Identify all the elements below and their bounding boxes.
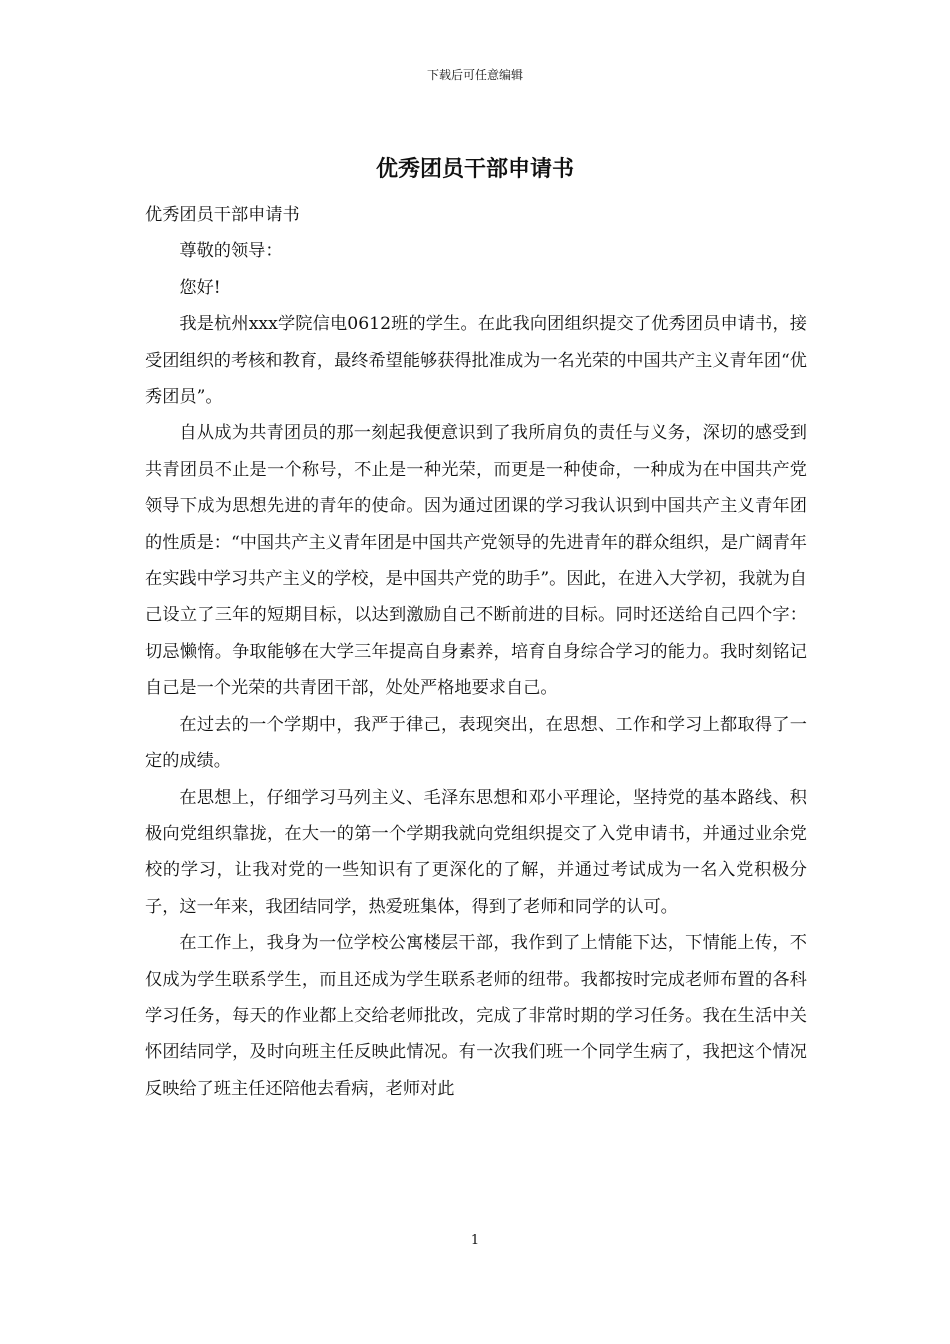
document-subtitle: 优秀团员干部申请书 <box>145 205 300 225</box>
body-paragraph: 我是杭州xxx学院信电0612班的学生。在此我向团组织提交了优秀团员申请书，接受团组织的考核和教育，最终希望能够获得批准成为一名光荣的中国共产主义青年团“优秀团员”。 <box>145 314 807 408</box>
salutation: 尊敬的领导： <box>179 241 283 262</box>
body-paragraph: 在过去的一个学期中，我严于律己，表现突出，在思想、工作和学习上都取得了一定的成绩。 <box>145 714 807 772</box>
document-title: 优秀团员干部申请书 <box>375 157 574 182</box>
body-paragraph: 自从成为共青团员的那一刻起我便意识到了我所肩负的责任与义务，深切的感受到共青团员不止是一个称号，不止是一种光荣，而更是一种使命，一种成为在中国共产党领导下成为思想先进的青年的使命。因为通过团课的学习我认识到中国共产主义青年团的性质是：“中国共产主义青年团是中国共产党领导的先进青年的群众组织，是广阔青年在实践中学习共产主义的学校，是中国共产党的助手”。因此，在进入大学初，我就为自己设立了三年的短期目标，以达到激励自己不断前进的目标。同时还送给自己四个字：切忌懒惰。争取能够在大学三年提高自身素养，培育自身综合学习的能力。我时刻铭记自己是一个光荣的共青团干部，处处严格地要求自己。 <box>145 423 807 699</box>
page-number: 1 <box>470 1233 480 1248</box>
page-header-note: 下载后可任意编辑 <box>426 68 523 82</box>
greeting: 您好! <box>179 277 221 298</box>
document-body <box>145 197 807 1107</box>
body-paragraph: 在工作上，我身为一位学校公寓楼层干部，我作到了上情能下达，下情能上传，不仅成为学生联系学生，而且还成为学生联系老师的纽带。我都按时完成老师布置的各科学习任务，每天的作业都上交给老师批改，完成了非常时期的学习任务。我在生活中关怀团结同学，及时向班主任反映此情况。有一次我们班一个同学生病了，我把这个情况反映给了班主任还陪他去看病，老师对此 <box>145 933 807 1099</box>
body-paragraph: 在思想上，仔细学习马列主义、毛泽东思想和邓小平理论，坚持党的基本路线、积极向党组织靠拢，在大一的第一个学期我就向党组织提交了入党申请书，并通过业余党校的学习，让我对党的一些知识有了更深化的了解，并通过考试成为一名入党积极分子，这一年来，我团结同学，热爱班集体，得到了老师和同学的认可。 <box>145 787 807 917</box>
